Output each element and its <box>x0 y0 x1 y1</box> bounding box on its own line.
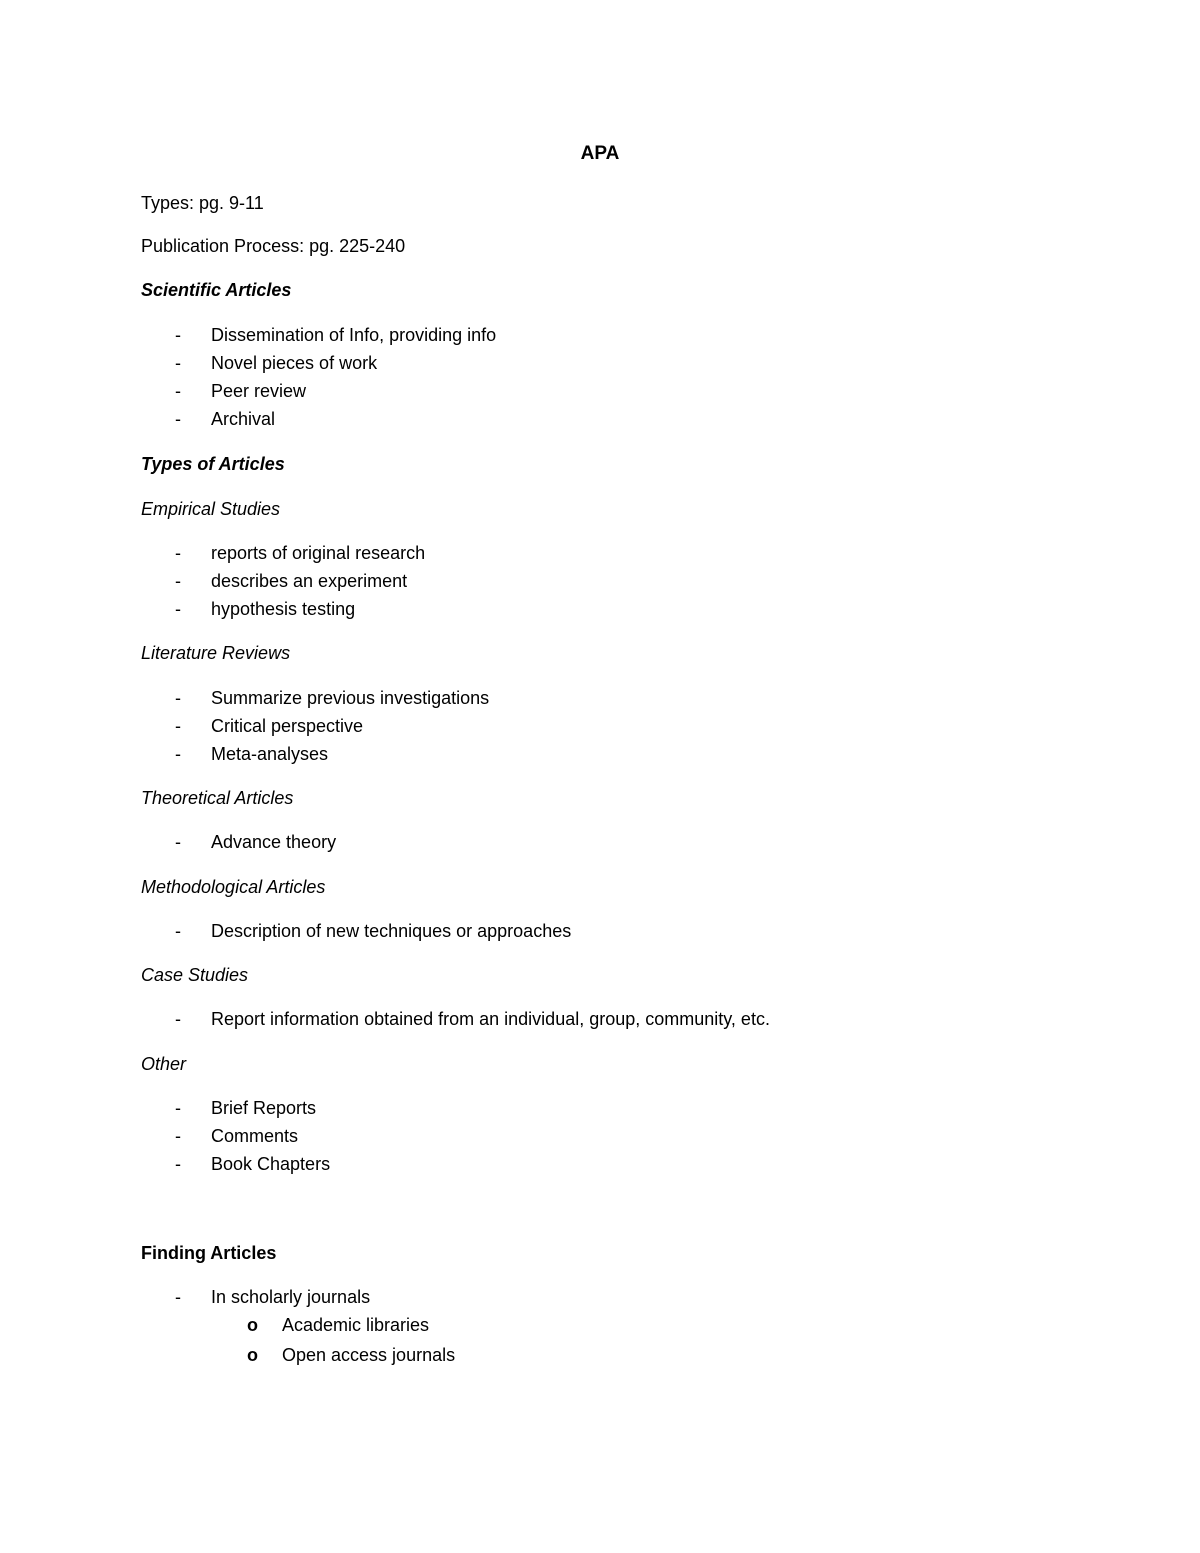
list-item: Description of new techniques or approaches <box>211 921 572 941</box>
list-item: Summarize previous investigations <box>211 688 490 708</box>
section-heading-finding-articles: Finding Articles <box>141 1243 277 1263</box>
page-title: APA <box>580 143 620 164</box>
subheading-case-studies: Case Studies <box>141 965 249 985</box>
list-item: Advance theory <box>211 832 337 852</box>
list-item: reports of original research <box>211 543 426 563</box>
list-item: Critical perspective <box>211 716 364 736</box>
list-bullet: - <box>175 832 181 852</box>
subheading-theoretical-articles: Theoretical Articles <box>141 788 294 808</box>
list-item: Dissemination of Info, providing info <box>211 325 497 345</box>
list-bullet: - <box>175 381 181 401</box>
list-bullet: - <box>175 1098 181 1118</box>
section-heading-scientific-articles: Scientific Articles <box>141 280 292 300</box>
list-bullet: - <box>175 1126 181 1146</box>
list-bullet: - <box>175 921 181 941</box>
list-bullet: - <box>175 1154 181 1174</box>
subheading-literature-reviews: Literature Reviews <box>141 643 291 663</box>
types-line: Types: pg. 9-11 <box>141 193 264 213</box>
list-bullet: - <box>175 409 181 429</box>
list-item: Meta-analyses <box>211 744 329 764</box>
list-item: In scholarly journals <box>211 1287 371 1307</box>
list-bullet: - <box>175 353 181 373</box>
list-bullet: - <box>175 744 181 764</box>
subheading-other: Other <box>141 1054 187 1074</box>
sub-list-bullet: o <box>247 1315 258 1335</box>
list-bullet: - <box>175 543 181 563</box>
list-item: hypothesis testing <box>211 599 356 619</box>
list-bullet: - <box>175 1009 181 1029</box>
subheading-methodological-articles: Methodological Articles <box>141 877 326 897</box>
list-item: Peer review <box>211 381 307 401</box>
list-bullet: - <box>175 571 181 591</box>
publication-process-line: Publication Process: pg. 225-240 <box>141 236 406 256</box>
list-item: Book Chapters <box>211 1154 331 1174</box>
list-item: describes an experiment <box>211 571 408 591</box>
sub-list-item: Open access journals <box>282 1345 456 1365</box>
list-item: Report information obtained from an individual, group, community, etc. <box>211 1009 770 1029</box>
list-bullet: - <box>175 716 181 736</box>
list-item: Archival <box>211 409 276 429</box>
list-bullet: - <box>175 1287 181 1307</box>
list-item: Comments <box>211 1126 299 1146</box>
list-bullet: - <box>175 688 181 708</box>
list-bullet: - <box>175 325 181 345</box>
section-heading-types-of-articles: Types of Articles <box>141 454 285 474</box>
list-bullet: - <box>175 599 181 619</box>
sub-list-bullet: o <box>247 1345 258 1365</box>
sub-list-item: Academic libraries <box>282 1315 430 1335</box>
subheading-empirical-studies: Empirical Studies <box>141 499 281 519</box>
list-item: Brief Reports <box>211 1098 317 1118</box>
list-item: Novel pieces of work <box>211 353 378 373</box>
